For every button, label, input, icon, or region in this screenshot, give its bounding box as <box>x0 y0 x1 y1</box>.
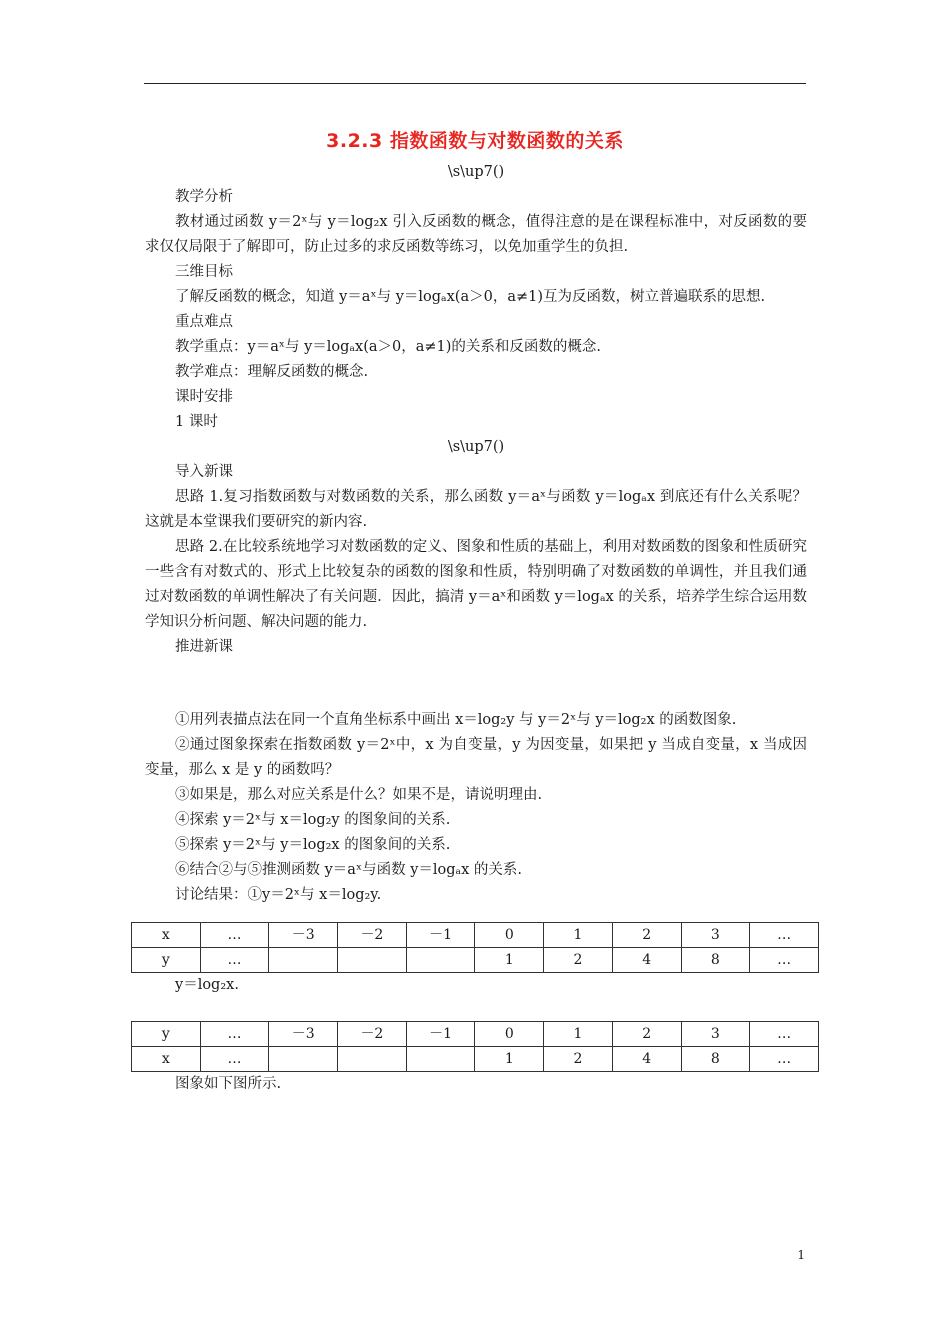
table-cell: 3 <box>681 923 750 948</box>
question-item: ②通过图象探索在指数函数 y＝2ˣ中，x 为自变量，y 为因变量，如果把 y 当成自变量，x 当成因变量，那么 x 是 y 的函数吗？ <box>145 737 807 778</box>
table-cell: －1 <box>406 1022 475 1047</box>
table-row <box>132 1022 819 1047</box>
table-cell: x <box>132 1047 201 1072</box>
table-cell <box>338 1047 407 1072</box>
table-cell <box>269 1047 338 1072</box>
paragraph: \s\up7() <box>447 164 505 180</box>
document-title: 3.2.3 指数函数与对数函数的关系 <box>326 130 624 152</box>
table-cell: 0 <box>475 923 544 948</box>
paragraph: \s\up7() <box>447 439 505 455</box>
table-cell: 4 <box>612 1047 681 1072</box>
page-number: 1 <box>797 1248 805 1262</box>
table-cell: 8 <box>681 1047 750 1072</box>
question-item: ③如果是，那么对应关系是什么？如果不是，请说明理由. <box>175 787 543 803</box>
table-cell: 2 <box>612 923 681 948</box>
log-function-caption: y＝log₂x. <box>175 977 239 993</box>
table-cell: －3 <box>269 923 338 948</box>
value-table-exponential <box>131 922 819 973</box>
table-cell: … <box>200 1047 269 1072</box>
table-cell: －3 <box>269 1022 338 1047</box>
paragraph: 三维目标 <box>175 264 233 280</box>
table-cell: 2 <box>544 948 613 973</box>
table-cell: 4 <box>612 948 681 973</box>
paragraph: 课时安排 <box>175 389 233 405</box>
paragraph: 思路 1.复习指数函数与对数函数的关系，那么函数 y＝aˣ与函数 y＝logₐx 到底还有什么关系呢？这就是本堂课我们要研究的新内容. <box>145 489 807 530</box>
question-list <box>145 708 807 908</box>
table-cell: y <box>132 948 201 973</box>
question-item: ④探索 y＝2ˣ与 x＝log₂y 的图象间的关系. <box>175 812 451 828</box>
value-table-logarithmic <box>131 1021 819 1072</box>
paragraph: 思路 2.在比较系统地学习对数函数的定义、图象和性质的基础上，利用对数函数的图象和性质研究一些含有对数式的、形式上比较复杂的函数的图象和性质，特别明确了对数函数的单调性，并且我们通过对数函数的单调性解决了有关问题．因此，搞清 y＝aˣ和函数 y＝logₐx 的关系，培养学生综合运用数学知识分析问题、解决问题的能力. <box>145 539 807 630</box>
table-cell: 3 <box>681 1022 750 1047</box>
header-rule <box>144 83 806 84</box>
document-body <box>145 160 807 1097</box>
table-cell: … <box>750 1047 819 1072</box>
closing-line: 图象如下图所示. <box>175 1076 282 1092</box>
table-cell: 2 <box>544 1047 613 1072</box>
section-gap <box>145 660 807 708</box>
paragraph: 导入新课 <box>175 464 233 480</box>
table-cell: －1 <box>406 923 475 948</box>
table-cell: 8 <box>681 948 750 973</box>
paragraph: 了解反函数的概念，知道 y＝aˣ与 y＝logₐx(a＞0，a≠1)互为反函数，树立普遍联系的思想. <box>175 289 766 305</box>
table-cell <box>338 948 407 973</box>
paragraph: 教材通过函数 y＝2ˣ与 y＝log₂x 引入反函数的概念，值得注意的是在课程标准中，对反函数的要求仅仅局限于了解即可，防止过多的求反函数等练习，以免加重学生的负担. <box>145 214 807 255</box>
paragraph: 1 课时 <box>175 414 218 430</box>
table-cell: y <box>132 1022 201 1047</box>
table-cell: －2 <box>338 1022 407 1047</box>
table-row <box>132 948 819 973</box>
table-row <box>132 1047 819 1072</box>
table-cell: 2 <box>612 1022 681 1047</box>
paragraph: 教学难点：理解反函数的概念. <box>175 364 369 380</box>
paragraph: 教学分析 <box>175 189 233 205</box>
table-cell <box>269 948 338 973</box>
table-cell <box>406 1047 475 1072</box>
table-cell: －2 <box>338 923 407 948</box>
table-cell: 1 <box>475 1047 544 1072</box>
table-cell: 1 <box>544 923 613 948</box>
question-item: ⑤探索 y＝2ˣ与 y＝log₂x 的图象间的关系. <box>175 837 451 853</box>
question-item: ⑥结合②与⑤推测函数 y＝aˣ与函数 y＝logₐx 的关系. <box>175 862 523 878</box>
table-cell: … <box>750 948 819 973</box>
table-cell: … <box>200 948 269 973</box>
paragraph: 重点难点 <box>175 314 233 330</box>
intro-paragraphs <box>145 160 807 660</box>
paragraph: 教学重点：y＝aˣ与 y＝logₐx(a＞0，a≠1)的关系和反函数的概念. <box>175 339 602 355</box>
table-cell: 1 <box>544 1022 613 1047</box>
question-item: ①用列表描点法在同一个直角坐标系中画出 x＝log₂y 与 y＝2ˣ与 y＝log₂x 的函数图象. <box>175 712 737 728</box>
table-cell: … <box>750 923 819 948</box>
question-item: 讨论结果：①y＝2ˣ与 x＝log₂y. <box>175 887 382 903</box>
table-cell: 1 <box>475 948 544 973</box>
table-cell: … <box>750 1022 819 1047</box>
table-cell: … <box>200 1022 269 1047</box>
table-cell <box>406 948 475 973</box>
table-row <box>132 923 819 948</box>
table-cell: … <box>200 923 269 948</box>
table-cell: 0 <box>475 1022 544 1047</box>
table-cell: x <box>132 923 201 948</box>
paragraph: 推进新课 <box>175 639 233 655</box>
